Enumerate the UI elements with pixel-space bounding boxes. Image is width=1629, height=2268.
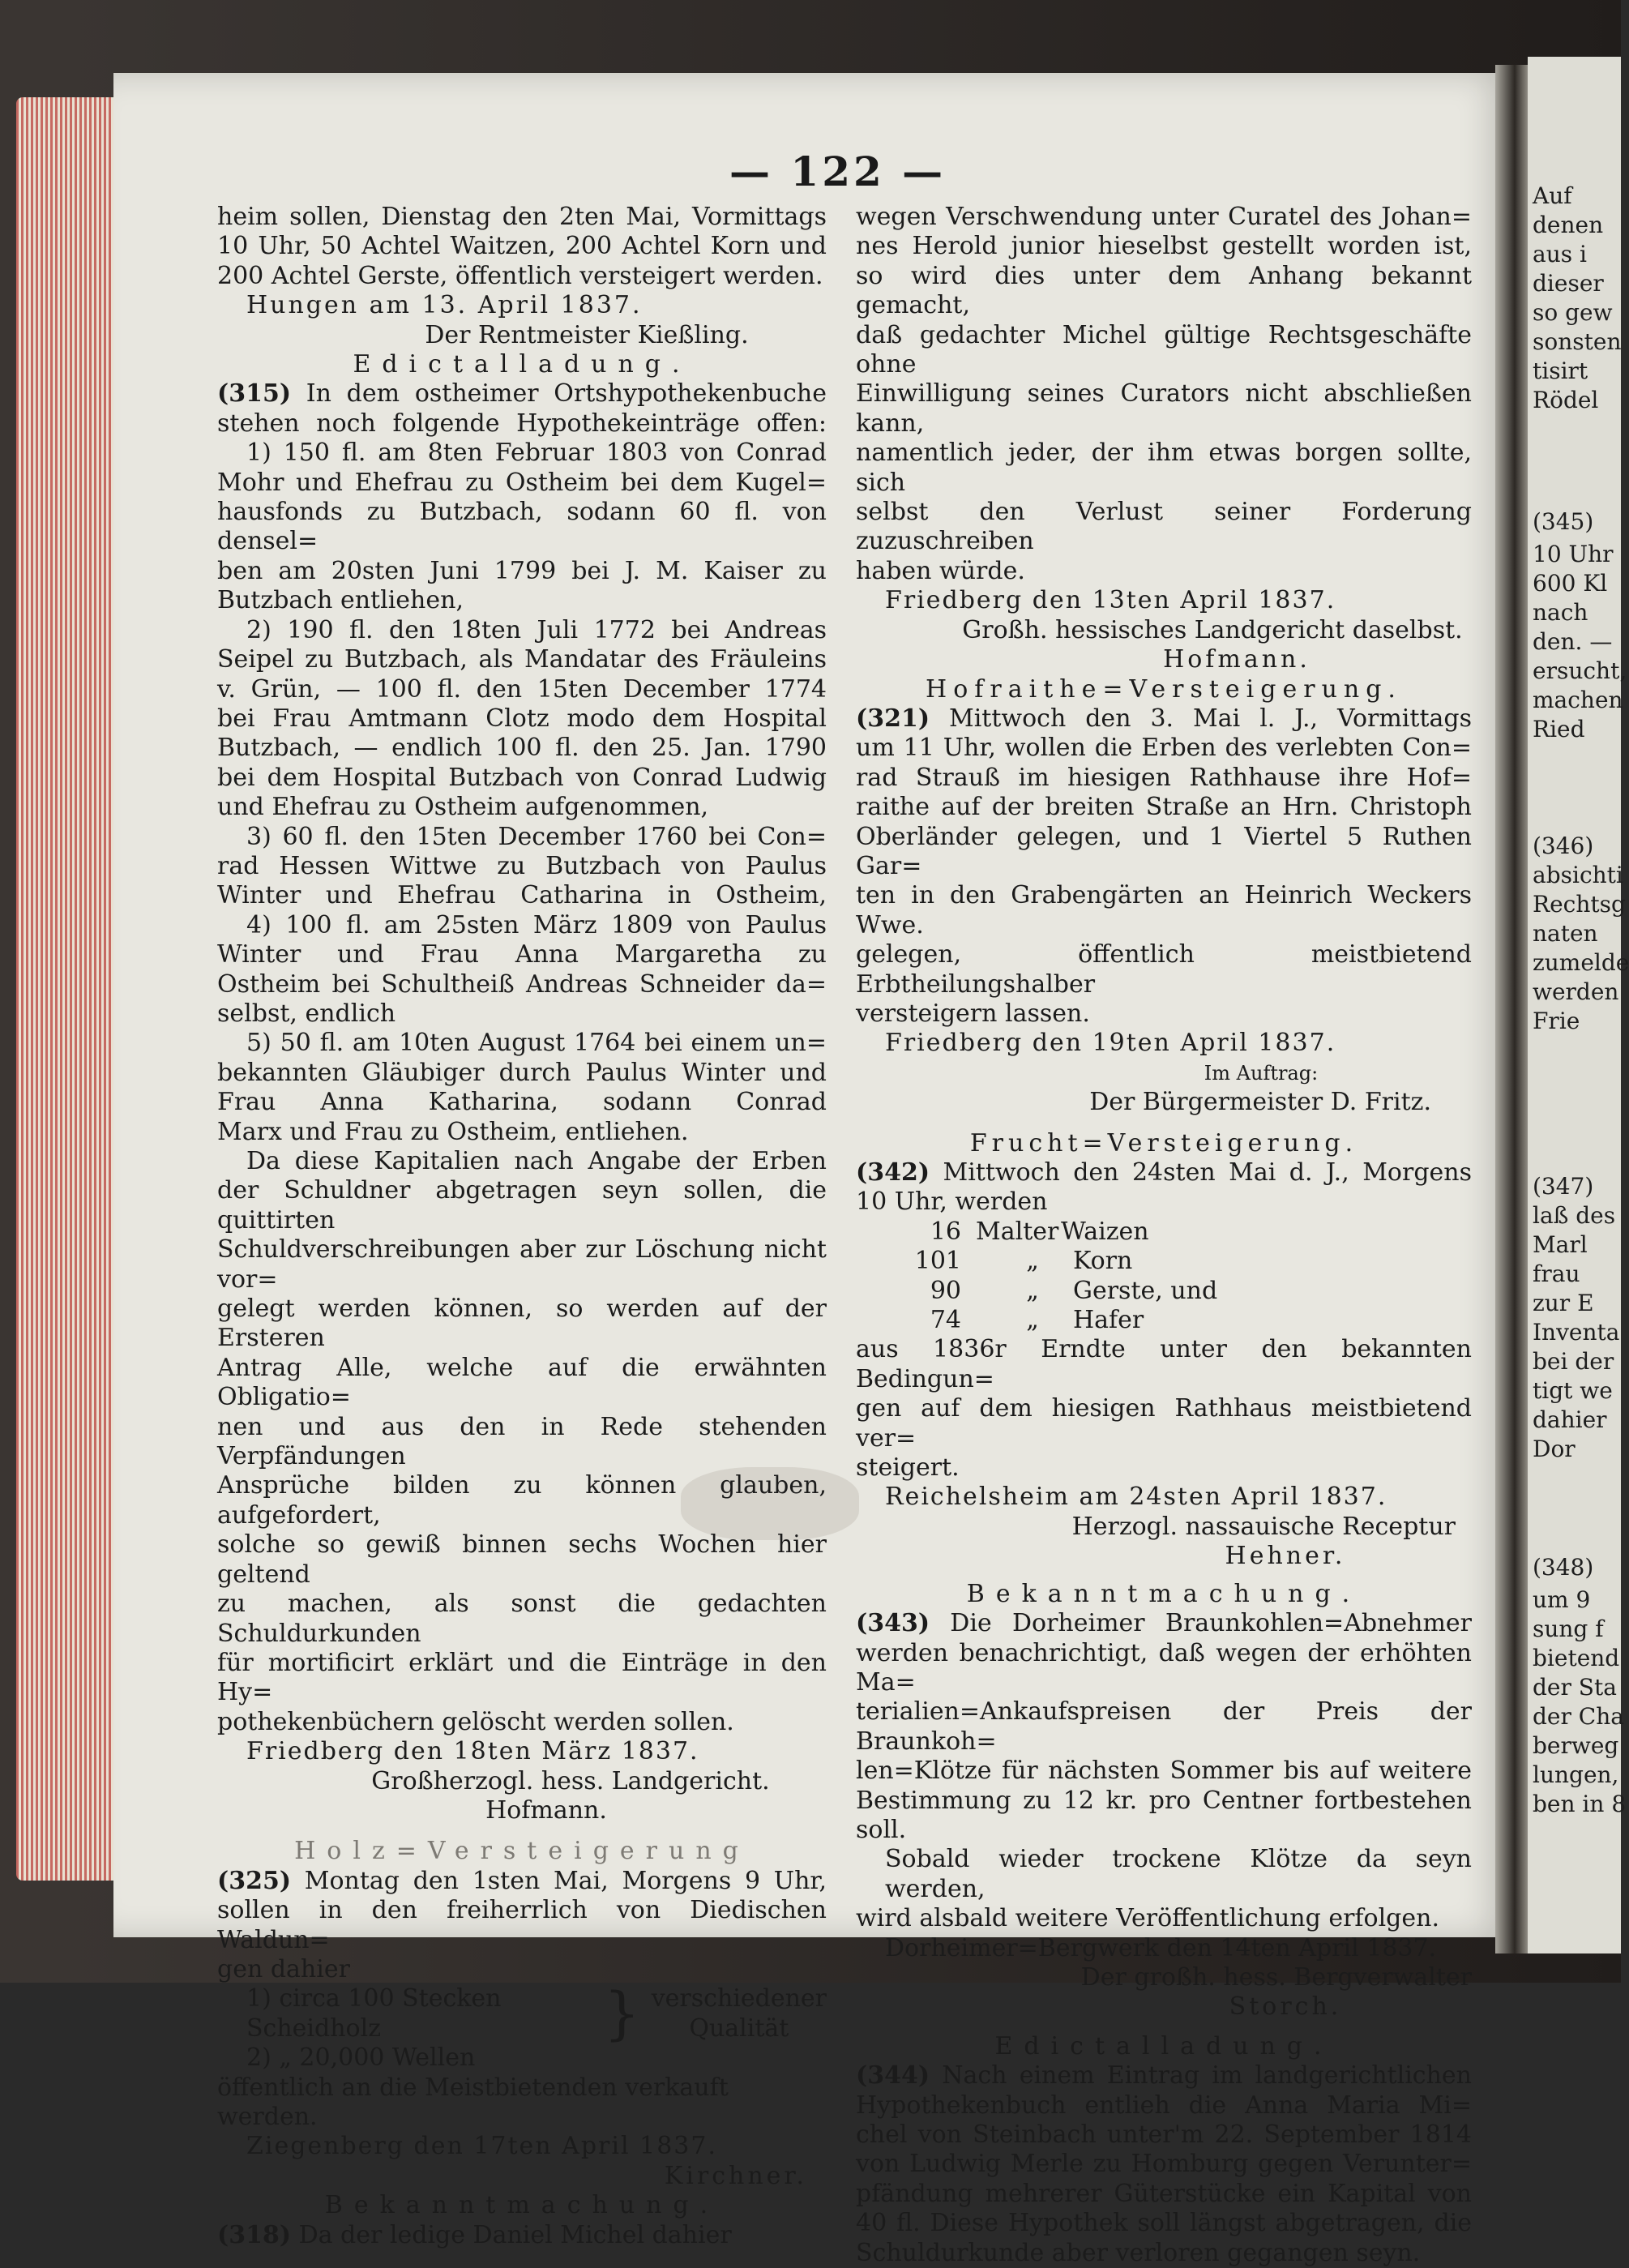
notice-315-line bbox=[217, 379, 827, 409]
text-line: bekannten Gläubiger durch Paulus Winter und bbox=[217, 1058, 827, 1087]
notice-number: (343) bbox=[856, 1609, 930, 1638]
text-line: hausfonds zu Butzbach, sodann 60 fl. von densel= bbox=[217, 498, 827, 556]
text-line: Mittwoch den 3. Mai l. J., Vormittags bbox=[948, 704, 1472, 733]
grain-qty: 101 bbox=[914, 1247, 961, 1276]
place-date: Dorheimer=Bergwerk den 14ten April 1837. bbox=[885, 1933, 1437, 1962]
text-line: chel von Steinbach unter'm 22. September 1814 bbox=[856, 2120, 1472, 2149]
text-line: len=Klötze für nächsten Sommer bis auf weitere bbox=[856, 1757, 1472, 1786]
text-line: gelegen, öffentlich meistbietend Erbtheilungshalber bbox=[856, 940, 1472, 999]
text-fragment: nach bbox=[1533, 599, 1588, 626]
text-fragment: laß des bbox=[1533, 1202, 1616, 1229]
text-line: Frau Anna Katharina, sodann Conrad bbox=[217, 1088, 827, 1117]
text-fragment: tisirt bbox=[1533, 357, 1588, 384]
grain-unit bbox=[976, 1306, 992, 1335]
signature: Der Rentmeister Kießling. bbox=[425, 320, 749, 349]
text-fragment: der Cha bbox=[1533, 1703, 1624, 1730]
text-line: 1) 150 fl. am 8ten Februar 1803 von Conrad bbox=[246, 439, 827, 468]
text-line: Winter und Ehefrau Catharina in Ostheim, bbox=[217, 881, 827, 910]
place-date: Friedberg den 13ten April 1837. bbox=[885, 586, 1336, 615]
grain-name: Gerste, und bbox=[1073, 1276, 1218, 1305]
text-line: 10 Uhr, 50 Achtel Waitzen, 200 Achtel Korn und bbox=[217, 232, 827, 261]
text-line: Bestimmung zu 12 kr. pro Centner fortbestehen soll. bbox=[856, 1786, 1472, 1844]
text-line: gen auf dem hiesigen Rathhaus meistbietend ver= bbox=[856, 1394, 1472, 1453]
text-fragment: so gew bbox=[1533, 299, 1613, 326]
text-fragment: zur E bbox=[1533, 1290, 1594, 1316]
text-line: wird alsbald weitere Veröffentlichung erfolgen. bbox=[856, 1904, 1439, 1933]
book-gutter bbox=[1495, 65, 1528, 1953]
curly-brace: } bbox=[604, 1980, 640, 2048]
authority: Der großh. hess. Bergverwalter bbox=[1080, 1962, 1472, 1992]
text-fragment: sonsten bbox=[1533, 328, 1622, 355]
text-fragment: lungen, bbox=[1533, 1761, 1619, 1788]
notice-number: (344) bbox=[856, 2061, 930, 2090]
text-line: 10 Uhr, werden bbox=[856, 1187, 1048, 1217]
ditto-mark: „ bbox=[1026, 1276, 1039, 1305]
text-line: namentlich jeder, der ihm etwas borgen sollte, sich bbox=[856, 439, 1472, 497]
text-fragment: frau bbox=[1533, 1260, 1580, 1287]
text-fragment: machen bbox=[1533, 687, 1623, 713]
signature: Hofmann. bbox=[1163, 645, 1310, 674]
grain-row bbox=[856, 1217, 1472, 1247]
section-heading: Bekanntmachung. bbox=[324, 2191, 720, 2220]
text-line: rad Hessen Wittwe zu Butzbach von Paulus bbox=[217, 851, 827, 880]
text-fragment: ersucht, bbox=[1533, 657, 1627, 684]
wood-item: 2) „ 20,000 Wellen bbox=[246, 2043, 476, 2073]
text-line: 3) 60 fl. den 15ten December 1760 bei Con= bbox=[246, 822, 827, 851]
text-fragment: Rechtsg bbox=[1533, 891, 1626, 918]
text-line: 200 Achtel Gerste, öffentlich versteigert werden. bbox=[217, 261, 823, 290]
text-line: um 11 Uhr, wollen die Erben des verlebten Con= bbox=[856, 734, 1472, 763]
text-line: In dem ostheimer Ortshypothekenbuche bbox=[306, 379, 827, 409]
text-line: öffentlich an die Meistbietenden verkauft werden. bbox=[217, 2073, 729, 2131]
text-line: rad Strauß im hiesigen Rathhause ihre Hof= bbox=[856, 763, 1472, 792]
authority: Herzogl. nassauische Receptur bbox=[1071, 1512, 1456, 1541]
text-fragment: denen bbox=[1533, 212, 1604, 238]
text-fragment: Marl bbox=[1533, 1231, 1588, 1258]
text-line: pfändung mehrerer Güterstücke ein Kapital von bbox=[856, 2179, 1472, 2208]
text-line: Mohr und Ehefrau zu Ostheim bei dem Kugel= bbox=[217, 468, 827, 497]
text-line: Hypothekenbuch entlieh die Anna Maria Mi= bbox=[856, 2090, 1472, 2120]
quality-text: Qualität bbox=[689, 2013, 789, 2043]
text-fragment: um 9 bbox=[1533, 1586, 1591, 1613]
text-fragment: werden bbox=[1533, 978, 1619, 1005]
right-column bbox=[856, 203, 1472, 2268]
text-fragment: berweg bbox=[1533, 1732, 1619, 1759]
text-line: nen und aus den in Rede stehenden Verpfändungen bbox=[217, 1412, 827, 1471]
wood-item: 1) circa 100 Stecken Scheidholz bbox=[246, 1984, 502, 2043]
text-line: so wird dies unter dem Anhang bekannt gemacht, bbox=[856, 261, 1472, 320]
text-line: gen dahier bbox=[217, 1954, 350, 1983]
text-line: Schuldverschreibungen aber zur Löschung nicht vor= bbox=[217, 1235, 827, 1294]
wood-items bbox=[217, 1984, 592, 2073]
text-line: bei Frau Amtmann Clotz modo dem Hospital bbox=[217, 704, 827, 733]
text-line: Schuldurkunde aber verloren gegangen seyn. bbox=[856, 2238, 1421, 2267]
text-line: heim sollen, Dienstag den 2ten Mai, Vormittags bbox=[217, 203, 827, 231]
text-line: Oberländer gelegen, und 1 Viertel 5 Ruthen Gar= bbox=[856, 822, 1472, 880]
notice-number: (321) bbox=[856, 704, 930, 733]
text-fragment: Frie bbox=[1533, 1008, 1580, 1034]
text-line: daß gedachter Michel gültige Rechtsgeschäfte ohne bbox=[856, 320, 1472, 379]
text-line: Butzbach entliehen, bbox=[217, 586, 464, 615]
text-line: Sobald wieder trockene Klötze da seyn werden, bbox=[885, 1845, 1472, 1903]
text-line: wegen Verschwendung unter Curatel des Johan= bbox=[856, 203, 1472, 231]
text-fragment: den. — bbox=[1533, 628, 1613, 655]
text-line: versteigern lassen. bbox=[856, 999, 1090, 1028]
text-line: 5) 50 fl. am 10ten August 1764 bei einem un= bbox=[246, 1029, 827, 1058]
place-date: Friedberg den 19ten April 1837. bbox=[885, 1029, 1336, 1058]
text-fragment: bietend bbox=[1533, 1645, 1620, 1671]
grain-unit: Malter bbox=[976, 1217, 1059, 1246]
text-line: von Ludwig Merle zu Homburg gegen Verunter= bbox=[856, 2150, 1472, 2179]
page-block-red-edge bbox=[16, 97, 122, 1881]
text-fragment: naten bbox=[1533, 920, 1598, 947]
notice-number: (318) bbox=[217, 2220, 292, 2249]
notice-318-line bbox=[217, 2221, 827, 2250]
text-line: Die Dorheimer Braunkohlen=Abnehmer bbox=[950, 1609, 1472, 1638]
text-fragment: 10 Uhr bbox=[1533, 541, 1614, 567]
place-date: Ziegenberg den 17ten April 1837. bbox=[246, 2132, 717, 2161]
grain-qty: 16 bbox=[930, 1217, 961, 1246]
commission-note: Im Auftrag: bbox=[1204, 1061, 1319, 1085]
notice-343-line bbox=[856, 1609, 1472, 1638]
section-heading: Holz=Versteigerung bbox=[294, 1837, 750, 1866]
section-heading: Bekanntmachung. bbox=[966, 1579, 1362, 1608]
text-line: raithe auf der breiten Straße an Hrn. Christoph bbox=[856, 793, 1472, 822]
grain-qty: 90 bbox=[930, 1276, 961, 1305]
notice-344-line bbox=[856, 2061, 1472, 2090]
section-heading: Frucht=Versteigerung. bbox=[969, 1128, 1358, 1158]
text-line: für mortificirt erklärt und die Einträge in den Hy= bbox=[217, 1648, 827, 1707]
text-line: solche so gewiß binnen sechs Wochen hier geltend bbox=[217, 1530, 827, 1589]
grain-qty: 74 bbox=[930, 1306, 961, 1335]
ditto-mark bbox=[1053, 1217, 1061, 1247]
text-line: Montag den 1sten Mai, Morgens 9 Uhr, bbox=[304, 1866, 827, 1895]
text-fragment: Inventa bbox=[1533, 1319, 1620, 1346]
text-fragment: (346) bbox=[1533, 832, 1594, 859]
signature: Storch. bbox=[1229, 1992, 1342, 2022]
text-line: Butzbach, — endlich 100 fl. den 25. Jan. 1790 bbox=[217, 734, 827, 763]
section-heading: Hofraithe=Versteigerung. bbox=[926, 674, 1402, 704]
text-fragment: dahier bbox=[1533, 1406, 1607, 1433]
text-line: Ansprüche bilden zu können glauben, aufgefordert, bbox=[217, 1471, 827, 1530]
grain-name: Hafer bbox=[1073, 1306, 1144, 1335]
text-line: ten in den Grabengärten an Heinrich Weckers Wwe. bbox=[856, 881, 1472, 939]
left-column bbox=[217, 203, 827, 2250]
text-line: v. Grün, — 100 fl. den 15ten December 1774 bbox=[217, 674, 827, 704]
place-date: Reichelsheim am 24sten April 1837. bbox=[885, 1483, 1387, 1512]
notice-number: (342) bbox=[856, 1158, 930, 1187]
text-line: selbst den Verlust seiner Forderung zuzuschreiben bbox=[856, 498, 1472, 556]
text-line: Einwilligung seines Curators nicht abschließen kann, bbox=[856, 379, 1472, 438]
text-fragment: (347) bbox=[1533, 1173, 1594, 1200]
text-line: sollen in den freiherrlich von Diedischen Waldun= bbox=[217, 1896, 827, 1954]
quality-text: verschiedener bbox=[651, 1984, 827, 2013]
text-fragment: aus i bbox=[1533, 241, 1587, 267]
text-line: 40 fl. Diese Hypothek soll längst abgetragen, die bbox=[856, 2209, 1472, 2238]
text-line: Da diese Kapitalien nach Angabe der Erben bbox=[246, 1147, 827, 1175]
signature: Hofmann. bbox=[485, 1795, 607, 1825]
text-fragment: tigt we bbox=[1533, 1377, 1613, 1404]
section-heading: Edictalladung. bbox=[994, 2031, 1333, 2060]
notice-number: (315) bbox=[217, 379, 292, 409]
text-fragment: (348) bbox=[1533, 1554, 1594, 1581]
text-line: Marx und Frau zu Ostheim, entliehen. bbox=[217, 1117, 689, 1146]
text-line: werden benachrichtigt, daß wegen der erhöhten Ma= bbox=[856, 1638, 1472, 1697]
text-fragment: der Sta bbox=[1533, 1674, 1617, 1701]
text-fragment: absichti bbox=[1533, 862, 1623, 888]
ditto-mark: „ bbox=[1026, 1306, 1039, 1335]
grain-unit bbox=[976, 1277, 992, 1306]
authority: Großh. hessisches Landgericht daselbst. bbox=[962, 615, 1463, 644]
wood-list bbox=[217, 1980, 827, 2073]
text-line: Seipel zu Butzbach, als Mandatar des Fräuleins bbox=[217, 645, 827, 674]
text-fragment: sung f bbox=[1533, 1615, 1604, 1642]
text-fragment: Ried bbox=[1533, 716, 1585, 742]
signature: Kirchner. bbox=[664, 2161, 807, 2190]
text-line: selbst, endlich bbox=[217, 999, 396, 1028]
grain-name: Korn bbox=[1073, 1247, 1133, 1276]
text-line: Antrag Alle, welche auf die erwähnten Obligatio= bbox=[217, 1353, 827, 1412]
place-date: Hungen am 13. April 1837. bbox=[246, 291, 643, 320]
text-fragment: ben in 8 bbox=[1533, 1791, 1627, 1817]
text-fragment: dieser bbox=[1533, 270, 1604, 297]
text-line: Winter und Frau Anna Margaretha zu bbox=[217, 940, 827, 969]
text-fragment: bei der bbox=[1533, 1348, 1614, 1375]
ditto-mark: „ bbox=[1026, 1247, 1039, 1276]
section-heading: Edictalladung. bbox=[353, 350, 691, 379]
text-fragment: Auf bbox=[1533, 182, 1572, 209]
text-line: zu machen, als sonst die gedachten Schuldurkunden bbox=[217, 1590, 827, 1648]
text-line: bei dem Hospital Butzbach von Conrad Ludwig bbox=[217, 763, 827, 792]
text-line: Da der ledige Daniel Michel dahier bbox=[298, 2220, 732, 2249]
text-fragment: Rödel bbox=[1533, 387, 1599, 413]
grain-row bbox=[856, 1277, 1472, 1306]
notice-number: (325) bbox=[217, 1866, 292, 1895]
page-number: — 122 — bbox=[729, 148, 947, 195]
place-date: Friedberg den 18ten März 1837. bbox=[246, 1737, 699, 1766]
text-fragment: 600 Kl bbox=[1533, 570, 1608, 597]
text-fragment: zumelde bbox=[1533, 949, 1629, 976]
wood-quality bbox=[652, 1984, 827, 2043]
text-line: terialien=Ankaufspreisen der Preis der Braunkoh= bbox=[856, 1697, 1472, 1756]
text-line: stehen noch folgende Hypothekeinträge offen: bbox=[217, 409, 827, 438]
grain-name: Waizen bbox=[1061, 1217, 1149, 1246]
text-fragment: (345) bbox=[1533, 508, 1594, 535]
signature: Der Bürgermeister D. Fritz. bbox=[1089, 1088, 1431, 1117]
notice-342-line bbox=[856, 1158, 1472, 1187]
next-page-cropped bbox=[1528, 57, 1629, 1953]
text-line: Mittwoch den 24sten Mai d. J., Morgens bbox=[943, 1158, 1472, 1187]
grain-row bbox=[856, 1247, 1472, 1276]
notice-325-line bbox=[217, 1867, 827, 1896]
text-fragment: Dor bbox=[1533, 1436, 1576, 1462]
text-line: 4) 100 fl. am 25sten März 1809 von Paulus bbox=[246, 910, 827, 939]
text-line: aus 1836r Erndte unter den bekannten Bedingun= bbox=[856, 1335, 1472, 1393]
text-line: der Schuldner abgetragen seyn sollen, die quittirten bbox=[217, 1176, 827, 1235]
text-line: steigert. bbox=[856, 1453, 960, 1483]
text-line: Nach einem Eintrag im landgerichtlichen bbox=[942, 2061, 1472, 2090]
text-line: gelegt werden können, so werden auf der Ersteren bbox=[217, 1294, 827, 1353]
text-line: ben am 20sten Juni 1799 bei J. M. Kaiser zu bbox=[217, 556, 827, 585]
text-line: und Ehefrau zu Ostheim aufgenommen, bbox=[217, 793, 709, 822]
text-line: haben würde. bbox=[856, 556, 1025, 585]
text-line: Ostheim bei Schultheiß Andreas Schneider da= bbox=[217, 969, 827, 999]
grain-row bbox=[856, 1306, 1472, 1335]
authority: Großherzogl. hess. Landgericht. bbox=[371, 1766, 770, 1795]
notice-321-line bbox=[856, 704, 1472, 734]
grain-unit bbox=[976, 1247, 992, 1276]
text-line: 2) 190 fl. den 18ten Juli 1772 bei Andreas bbox=[246, 615, 827, 644]
text-line: nes Herold junior hieselbst gestellt worden ist, bbox=[856, 232, 1472, 261]
text-line: pothekenbüchern gelöscht werden sollen. bbox=[217, 1707, 734, 1736]
signature: Hehner. bbox=[1225, 1542, 1346, 1571]
